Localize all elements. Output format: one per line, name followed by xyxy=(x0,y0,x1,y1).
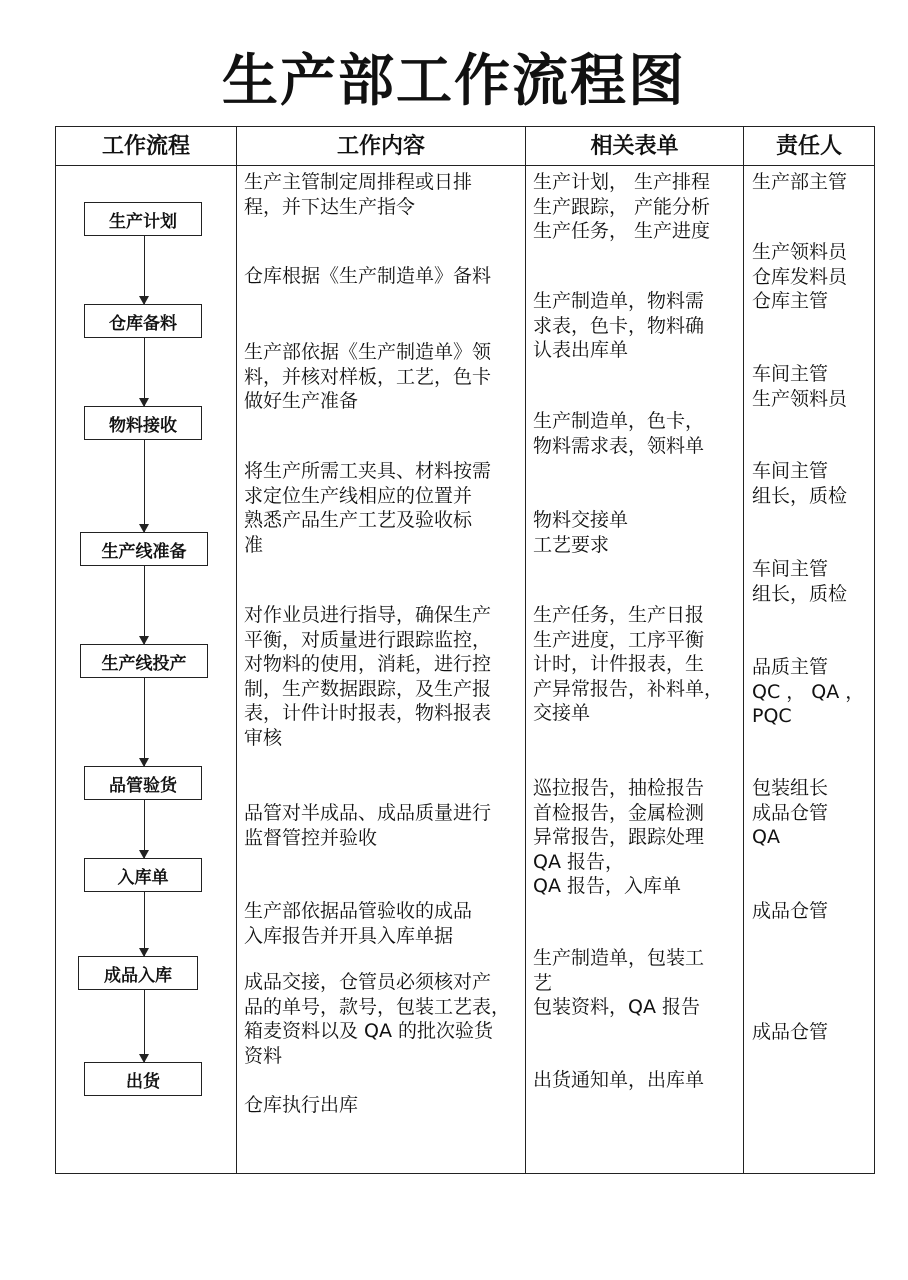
flow-arrow xyxy=(144,990,145,1062)
page-title: 生产部工作流程图 xyxy=(222,49,686,114)
content-item: 仓库根据《生产制造单》备料 xyxy=(244,265,492,287)
header-flow: 工作流程 xyxy=(101,134,190,159)
forms-item: 生产任务，生产日报 生产进度，工序平衡 计时，计件报表，生 产异常报告，补料单， 交接单 xyxy=(533,604,724,724)
content-item: 对作业员进行指导，确保生产 平衡，对质量进行跟踪监控， 对物料的使用，消耗，进行控 制，生产数据跟踪，及生产报 表，计件计时报表，物料报表 审核 xyxy=(244,604,492,749)
step-production-plan: 生产计划 xyxy=(84,202,202,236)
owner-item: 生产部主管 xyxy=(752,171,848,193)
flow-arrow xyxy=(144,892,145,956)
header-content: 工作内容 xyxy=(336,134,425,159)
column-divider-1 xyxy=(236,126,237,1174)
content-item: 生产部依据品管验收的成品 入库报告并开具入库单据 xyxy=(244,900,473,947)
flow-arrow xyxy=(144,678,145,766)
owner-item: 品质主管 QC ， QA ， PQC xyxy=(752,656,865,727)
step-qc-inspection: 品管验货 xyxy=(84,766,202,800)
flow-arrow xyxy=(144,236,145,304)
step-storage-slip: 入库单 xyxy=(84,858,202,892)
owner-item: 成品仓管 xyxy=(752,900,829,922)
step-line-production: 生产线投产 xyxy=(80,644,208,678)
owner-item: 车间主管 组长，质检 xyxy=(752,460,848,507)
owner-item: 车间主管 组长，质检 xyxy=(752,558,848,605)
forms-item: 生产计划， 生产排程 生产跟踪， 产能分析 生产任务， 生产进度 xyxy=(533,171,711,242)
flow-arrow xyxy=(144,338,145,406)
content-item: 品管对半成品、成品质量进行 监督管控并验收 xyxy=(244,802,492,849)
step-warehouse-prep: 仓库备料 xyxy=(84,304,202,338)
flow-arrow xyxy=(144,440,145,532)
content-item: 生产部依据《生产制造单》领 料，并核对样板，工艺，色卡 做好生产准备 xyxy=(244,341,492,412)
step-material-receive: 物料接收 xyxy=(84,406,202,440)
forms-item: 巡拉报告，抽检报告 首检报告，金属检测 异常报告，跟踪处理 QA 报告， QA 报告，入库单 xyxy=(533,777,705,897)
flow-arrow xyxy=(144,800,145,858)
forms-item: 生产制造单，物料需 求表，色卡，物料确 认表出库单 xyxy=(533,290,705,361)
forms-item: 生产制造单，包装工 艺 包装资料，QA 报告 xyxy=(533,947,705,1018)
owner-item: 生产领料员 仓库发料员 仓库主管 xyxy=(752,241,848,312)
owner-item: 包装组长 成品仓管 QA xyxy=(752,777,829,848)
step-shipping: 出货 xyxy=(84,1062,202,1096)
content-item: 将生产所需工夹具、材料按需 求定位生产线相应的位置并 熟悉产品生产工艺及验收标 准 xyxy=(244,460,492,556)
content-item: 生产主管制定周排程或日排 程，并下达生产指令 xyxy=(244,171,473,218)
owner-item: 成品仓管 xyxy=(752,1021,829,1043)
header-forms: 相关表单 xyxy=(590,134,679,159)
step-finished-goods-in: 成品入库 xyxy=(78,956,198,990)
forms-item: 出货通知单，出库单 xyxy=(533,1069,705,1091)
content-item: 仓库执行出库 xyxy=(244,1094,359,1116)
header-owner: 责任人 xyxy=(775,134,842,159)
flow-arrow xyxy=(144,566,145,644)
step-line-prepare: 生产线准备 xyxy=(80,532,208,566)
header-divider xyxy=(55,165,875,166)
owner-item: 车间主管 生产领料员 xyxy=(752,363,848,410)
forms-item: 生产制造单，色卡， 物料需求表，领料单 xyxy=(533,410,705,457)
forms-item: 物料交接单 工艺要求 xyxy=(533,509,629,556)
column-divider-3 xyxy=(743,126,744,1174)
column-divider-2 xyxy=(525,126,526,1174)
content-item: 成品交接，仓管员必须核对产 品的单号，款号，包装工艺表， 箱麦资料以及 QA 的批次验货 资料 xyxy=(244,971,511,1067)
